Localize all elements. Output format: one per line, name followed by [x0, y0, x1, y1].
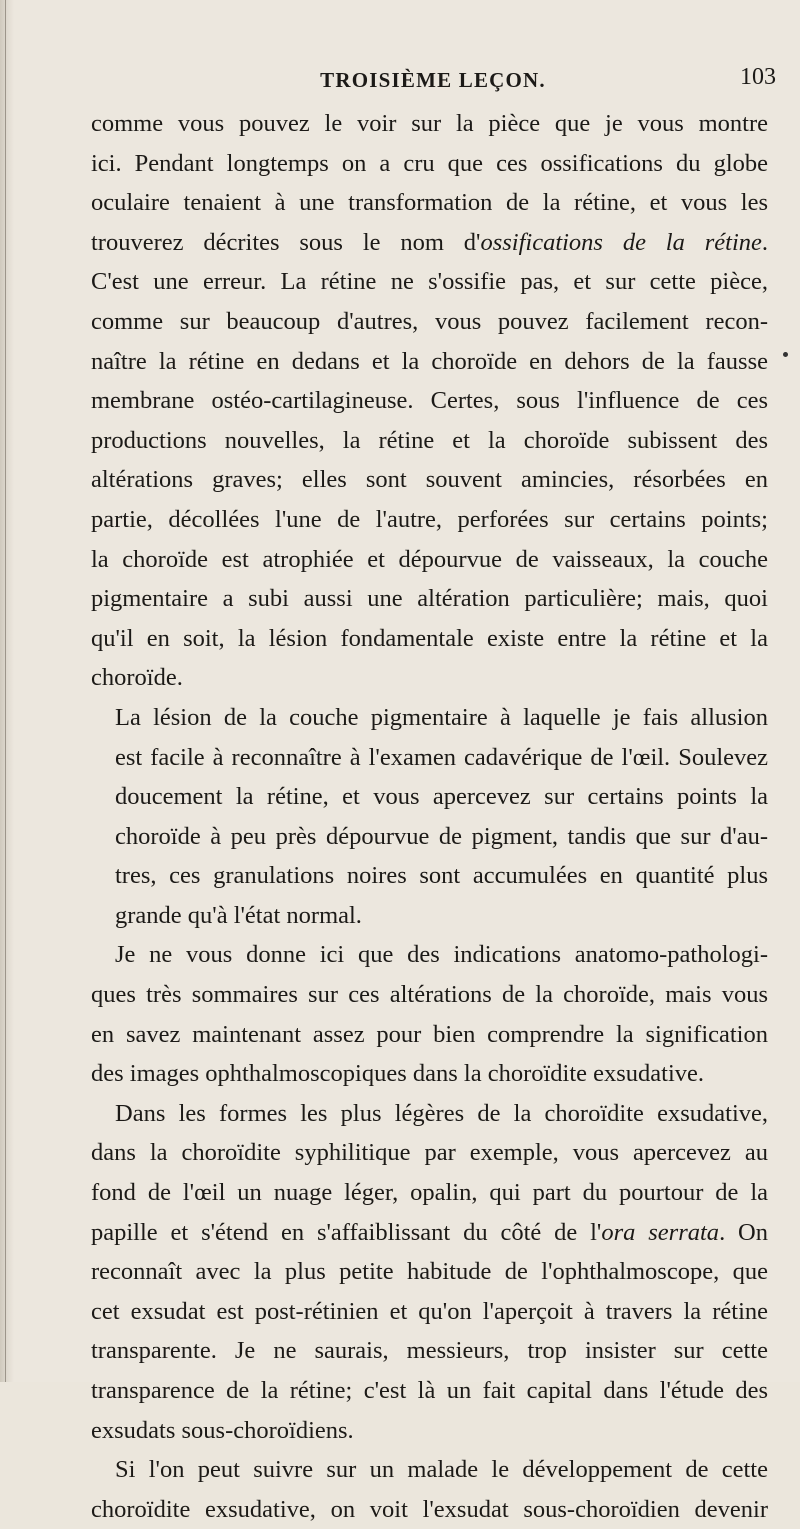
text-line: altérations graves; elles sont souvent amincies, résorbées en — [91, 466, 768, 494]
paragraph-2 — [91, 698, 768, 936]
text-line: oculaire tenaient à une transformation de la rétine, et vous les — [91, 189, 768, 217]
text-line: exsudats sous-choroïdiens. — [91, 1416, 354, 1444]
text-line: en savez maintenant assez pour bien comprendre la signification — [91, 1020, 768, 1048]
text-line: Je ne vous donne ici que des indications anatomo-pathologi- — [115, 941, 768, 969]
binding-edge-line — [5, 0, 6, 1382]
text-line: naître la rétine en dedans et la choroïde en dehors de la fausse — [91, 347, 768, 375]
text-line: membrane ostéo-cartilagineuse. Certes, sous l'influence de ces — [91, 387, 768, 415]
text-line: est facile à reconnaître à l'examen cadavérique de l'œil. Soulevez — [115, 743, 768, 771]
text-line-with-italic — [91, 1213, 768, 1253]
text-line: Si l'on peut suivre sur un malade le développement de cette — [115, 1456, 768, 1484]
text-line: doucement la rétine, et vous apercevez sur certains points la — [115, 783, 768, 811]
text-segment: . — [761, 228, 768, 256]
text-line: choroïde à peu près dépourvue de pigment, tandis que sur d'au- — [115, 822, 768, 850]
text-line: partie, décollées l'une de l'autre, perforées sur certains points; — [91, 505, 768, 533]
italic-term: ossifications de la rétine — [480, 228, 762, 256]
page-header — [90, 62, 776, 102]
text-line-with-italic — [91, 223, 768, 263]
text-line: tres, ces granulations noires sont accumulées en quantité plus — [115, 862, 768, 890]
text-line: ici. Pendant longtemps on a cru que ces ossifications du globe — [91, 149, 768, 177]
text-line: qu'il en soit, la lésion fondamentale existe entre la rétine et la — [91, 624, 768, 652]
text-line: comme sur beaucoup d'autres, vous pouvez facilement recon- — [91, 307, 768, 335]
text-line: C'est une erreur. La rétine ne s'ossifie pas, et sur cette pièce, — [91, 268, 768, 296]
text-line: productions nouvelles, la rétine et la choroïde subissent des — [91, 426, 768, 454]
text-segment: trouverez décrites sous le nom d' — [91, 228, 481, 256]
text-line: des images ophthalmoscopiques dans la choroïdite exsudative. — [91, 1060, 705, 1088]
paragraph-3 — [91, 935, 768, 1093]
text-line: la choroïde est atrophiée et dépourvue de vaisseaux, la couche — [91, 545, 768, 573]
paragraph-4 — [91, 1094, 768, 1450]
paragraph-5 — [91, 1450, 768, 1529]
text-line: transparence de la rétine; c'est là un fait capital dans l'étude des — [91, 1377, 768, 1404]
margin-speck — [783, 352, 788, 357]
text-line: fond de l'œil un nuage léger, opalin, qui part du pourtour de la — [91, 1179, 768, 1207]
text-line: grande qu'à l'état normal. — [115, 901, 362, 929]
text-segment: . On — [719, 1218, 768, 1246]
page-gutter — [0, 0, 14, 1382]
text-segment: papille et s'étend en s'affaiblissant du côté de l' — [91, 1218, 602, 1246]
text-line: ques très sommaires sur ces altérations de la choroïde, mais vous — [91, 981, 768, 1009]
italic-term: ora serrata — [601, 1218, 720, 1246]
text-line: dans la choroïdite syphilitique par exemple, vous apercevez au — [91, 1139, 768, 1167]
text-line: choroïde. — [91, 664, 183, 692]
text-line: La lésion de la couche pigmentaire à laquelle je fais allusion — [115, 703, 768, 731]
body-text — [91, 104, 768, 1529]
text-line: Dans les formes les plus légères de la choroïdite exsudative, — [115, 1099, 768, 1127]
text-line: comme vous pouvez le voir sur la pièce que je vous montre — [91, 110, 768, 137]
page-number: 103 — [740, 64, 776, 90]
text-line: cet exsudat est post-rétinien et qu'on l'aperçoit à travers la rétine — [91, 1297, 768, 1325]
text-line: reconnaît avec la plus petite habitude de l'ophthalmoscope, que — [91, 1258, 768, 1286]
text-line: transparente. Je ne saurais, messieurs, trop insister sur cette — [91, 1337, 768, 1365]
running-title: TROISIÈME LEÇON. — [320, 68, 546, 92]
text-line: pigmentaire a subi aussi une altération particulière; mais, quoi — [91, 585, 768, 613]
paragraph-1 — [91, 104, 768, 698]
text-line: choroïdite exsudative, on voit l'exsudat sous-choroïdien devenir — [91, 1495, 768, 1523]
